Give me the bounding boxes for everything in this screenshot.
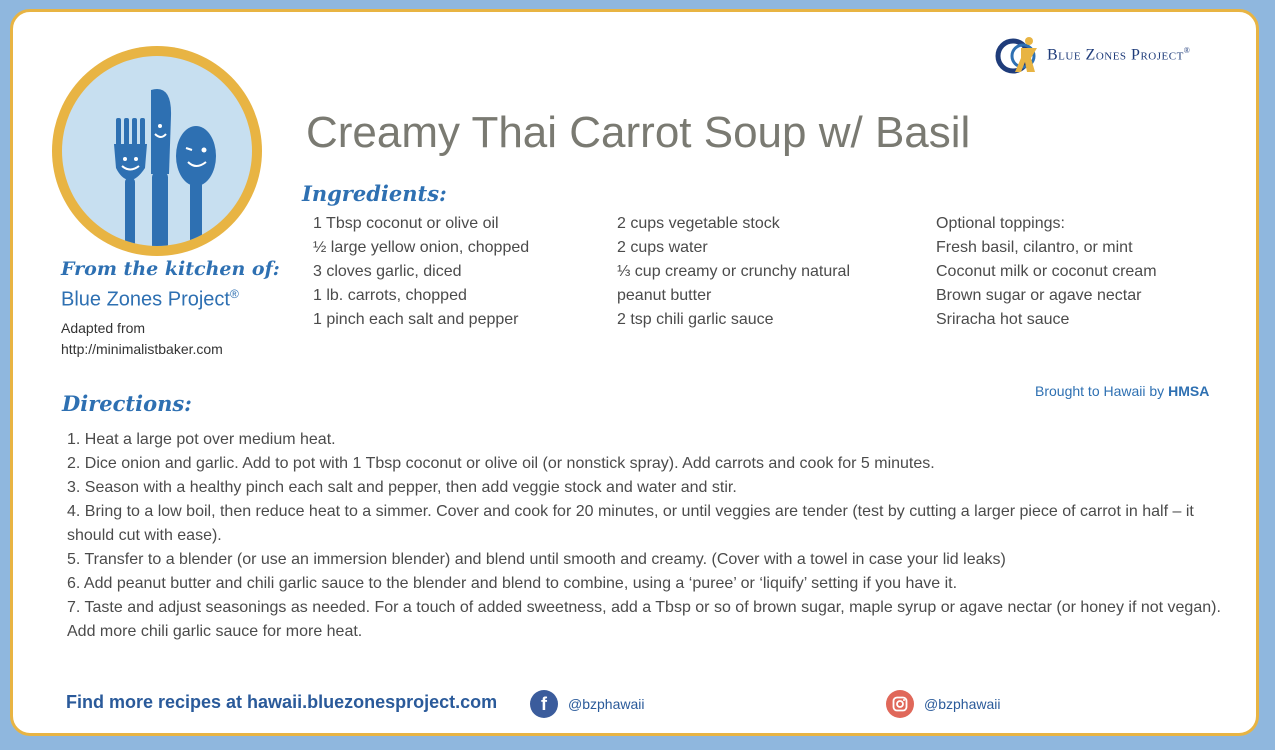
direction-step: 3. Season with a healthy pinch each salt and pepper, then add veggie stock and water and stir. [67, 479, 737, 496]
utensils-illustration [62, 56, 252, 246]
direction-step: 4. Bring to a low boil, then reduce heat to a simmer. Cover and cook for 20 minutes, or until veggies are tender (test by cutting a larger piece of carrot in half – it should cut with ease). [67, 503, 1194, 544]
topping-item: Sriracha hot sauce [936, 311, 1070, 328]
instagram-icon [886, 690, 914, 718]
brand-name: Blue Zones Project® [1047, 45, 1191, 64]
kitchen-name: Blue Zones Project® [61, 287, 239, 311]
ingredient-item: 2 cups vegetable stock [617, 215, 780, 232]
brought-by: Brought to Hawaii by HMSA [1035, 383, 1210, 399]
ingredient-item: 1 Tbsp coconut or olive oil [313, 215, 499, 232]
direction-step: 2. Dice onion and garlic. Add to pot with 1 Tbsp coconut or olive oil (or nonstick spray). Add carrots and cook for 5 minutes. [67, 455, 935, 472]
knife-icon [151, 89, 171, 246]
direction-step: 5. Transfer to a blender (or use an immersion blender) and blend until smooth and creamy. (Cover with a towel in case your lid leaks) [67, 551, 1006, 568]
blue-zones-logo-icon [995, 32, 1039, 78]
spoon-icon [176, 126, 216, 246]
ingredients-column-1 [313, 212, 529, 332]
toppings-column [936, 212, 1157, 332]
hmsa-label: HMSA [1168, 383, 1210, 399]
ingredient-item: 1 pinch each salt and pepper [313, 311, 519, 328]
ingredient-item: 2 tsp chili garlic sauce [617, 311, 774, 328]
topping-item: Fresh basil, cilantro, or mint [936, 239, 1133, 256]
facebook-label: @bzphawaii [568, 696, 645, 712]
ingredient-item: peanut butter [617, 287, 712, 304]
direction-step: 7. Taste and adjust seasonings as needed. For a touch of added sweetness, add a Tbsp or so of brown sugar, maple syrup or agave nectar (or honey if not vegan). Add more chili garlic sauce for more heat. [67, 599, 1221, 640]
direction-step: 6. Add peanut butter and chili garlic sauce to the blender and blend to combine, using a ‘puree’ or ‘liquify’ setting if you have it. [67, 575, 958, 592]
ingredient-item: 2 cups water [617, 239, 708, 256]
directions-heading: Directions: [62, 391, 192, 416]
ingredient-item: ⅓ cup creamy or crunchy natural [617, 263, 850, 280]
ingredient-item: 3 cloves garlic, diced [313, 263, 462, 280]
ingredients-heading: Ingredients: [302, 181, 447, 206]
topping-item: Brown sugar or agave nectar [936, 287, 1142, 304]
utensils-logo [52, 46, 262, 256]
facebook-handle[interactable] [530, 690, 644, 718]
directions-list [67, 428, 1237, 644]
blue-zones-brand [995, 30, 1190, 80]
toppings-heading: Optional toppings: [936, 215, 1065, 232]
instagram-handle[interactable] [886, 690, 1000, 718]
kitchen-heading: From the kitchen of: [61, 258, 280, 280]
ingredient-item: ½ large yellow onion, chopped [313, 239, 530, 256]
direction-step: 1. Heat a large pot over medium heat. [67, 431, 336, 448]
instagram-label: @bzphawaii [924, 696, 1001, 712]
fork-icon [114, 118, 147, 246]
find-more-recipes-link[interactable]: Find more recipes at hawaii.bluezonesproject.com [66, 692, 498, 712]
adapted-source-link[interactable]: http://minimalistbaker.com [61, 341, 223, 357]
topping-item: Coconut milk or coconut cream [936, 263, 1157, 280]
facebook-icon: f [530, 690, 558, 718]
ingredients-column-2 [617, 212, 850, 332]
ingredient-item: 1 lb. carrots, chopped [313, 287, 467, 304]
adapted-from [61, 318, 223, 360]
recipe-title: Creamy Thai Carrot Soup w/ Basil [306, 108, 971, 157]
adapted-label: Adapted from [61, 320, 146, 336]
